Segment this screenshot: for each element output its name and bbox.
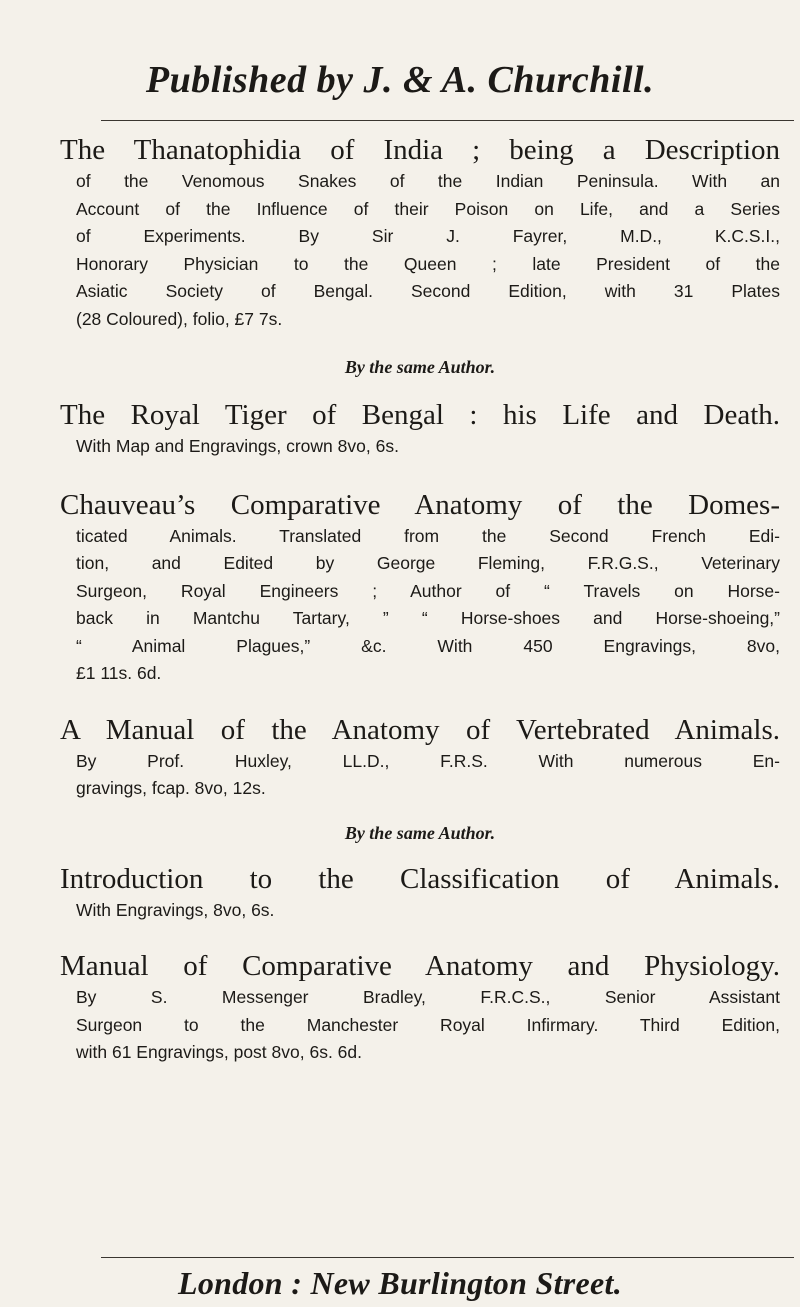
book-description — [76, 168, 780, 333]
by-same-author: By the same Author. — [344, 822, 496, 843]
book-description — [76, 523, 780, 688]
book-description — [76, 984, 780, 1067]
description-line: tion, and Edited by George Fleming, F.R.G.S., Veterinary — [76, 553, 780, 573]
bottom-rule — [101, 1257, 794, 1258]
book-entry — [60, 397, 780, 461]
book-title: The Thanatophidia of India ; being a Description — [60, 134, 780, 166]
description-line: (28 Coloured), folio, £7 7s. — [76, 308, 283, 329]
publisher-address: London : New Burlington Street. — [177, 1265, 623, 1301]
book-entry — [60, 132, 780, 333]
description-line: ticated Animals. Translated from the Second French Edi- — [76, 525, 780, 546]
description-line: Account of the Influence of their Poison on Life, and a Series — [76, 198, 780, 219]
book-description — [76, 748, 780, 803]
book-title: Chauveau’s Comparative Anatomy of the Domes- — [60, 488, 780, 521]
description-line: back in Mantchu Tartary, ” “ Horse-shoes and Horse-shoeing,” — [76, 608, 780, 628]
description-line: By S. Messenger Bradley, F.R.C.S., Senior Assistant — [76, 987, 780, 1007]
book-title: Manual of Comparative Anatomy and Physiology. — [60, 950, 780, 982]
book-entry — [60, 948, 780, 1067]
description-line: Surgeon to the Manchester Royal Infirmary. Third Edition, — [76, 1014, 780, 1035]
description-line: With Engravings, 8vo, 6s. — [76, 899, 275, 920]
by-same-author: By the same Author. — [344, 357, 496, 377]
catalogue-listing — [60, 130, 780, 1067]
description-line: of the Venomous Snakes of the Indian Peninsula. With an — [76, 171, 780, 191]
description-line: £1 11s. 6d. — [76, 663, 162, 683]
book-entry — [60, 712, 780, 803]
book-title: A Manual of the Anatomy of Vertebrated Animals. — [60, 713, 780, 746]
description-line: “ Animal Plagues,” &c. With 450 Engravings, 8vo, — [76, 635, 780, 656]
book-title: Introduction to the Classification of Animals. — [60, 862, 780, 895]
book-description — [76, 433, 780, 461]
description-line: with 61 Engravings, post 8vo, 6s. 6d. — [76, 1042, 362, 1062]
description-line: of Experiments. By Sir J. Fayrer, M.D., K.C.S.I., — [76, 226, 780, 246]
top-rule — [101, 120, 794, 121]
book-title: The Royal Tiger of Bengal : his Life and Death. — [60, 399, 780, 431]
description-line: Surgeon, Royal Engineers ; Author of “ Travels on Horse- — [76, 580, 780, 601]
book-entry — [60, 861, 780, 925]
description-line: gravings, fcap. 8vo, 12s. — [76, 778, 266, 798]
description-line: Honorary Physician to the Queen ; late President of the — [76, 253, 780, 274]
book-description — [76, 897, 780, 925]
description-line: Asiatic Society of Bengal. Second Edition, with 31 Plates — [76, 281, 780, 301]
book-entry — [60, 487, 780, 688]
description-line: By Prof. Huxley, LL.D., F.R.S. With numerous En- — [76, 750, 780, 771]
publisher-header: Published by J. & A. Churchill. — [145, 59, 655, 101]
description-line: With Map and Engravings, crown 8vo, 6s. — [76, 436, 399, 456]
